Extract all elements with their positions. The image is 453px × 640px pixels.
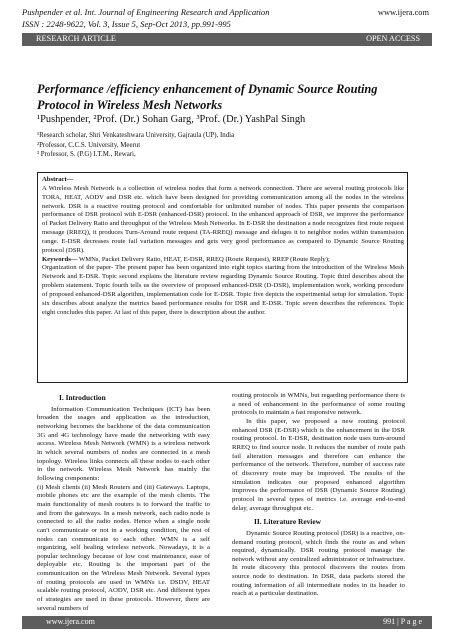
intro-paragraph-1: Information Communication Techniques (ICT) has been broaden the usages and application as the introduction, networking becomes the backbone of the data communication 3G and 4G technology have made the networking with easy access. Wireless Mesh Network (WMN) is a wireless network in which several numbers of nodes are connected in a mesh topology. Wireless links connects all these nodes to each other in the network. Wireless Mesh Network has mainly the following components:: [37, 405, 210, 482]
running-header: [22, 7, 352, 30]
abstract-text: A Wireless Mesh Network is a collection of wireless nodes that form a network connection. There are several routing protocols like TORA, HEAT, AODV and DSR etc. which have been designed for providing communication among all the nodes in the wireless network. DSR is a reactive routing protocol and comfortable for unlimited number of nodes. This paper presents the comparison performance of DSR protocol with E-DSR (enhanced-DSR) protocol. In the enhanced approach of DSR, we improve the performance of Packet Delivery Ratio and throughput of the Wireless Mesh Networks. In E-DSR the destination a node recognizes first route request message (RREQ), it produces Turn-Around route request (TA-RREQ) message and deluges it to neighbor nodes within transmission range. E-DSR decreases route fail variation messages and gets very good performance as compared to Dynamic Source Routing protocol (DSR).: [42, 184, 404, 254]
abstract-box: [37, 172, 408, 383]
affiliation-2: ²Professor, C.C.S. University, Meerut: [37, 141, 141, 149]
intro-paragraph-3: routing protocols in WMNs, but regarding performance there is a need of enhancement in the performance of some routing protocols to maintain a fast responsive network.: [232, 392, 405, 417]
abstract-heading: Abstract—: [42, 176, 74, 183]
affiliation-3: ³ Professor, S. (P.G) I.T.M., Rewari,: [37, 151, 136, 159]
article-banner: [22, 33, 432, 46]
section-introduction-heading: I. Introduction: [59, 393, 106, 402]
right-column: [232, 392, 405, 599]
footer-website-link[interactable]: www.ijera.com: [46, 617, 95, 626]
section-literature-heading: II. Literature Review: [254, 517, 321, 527]
affiliations: [37, 131, 397, 160]
intro-paragraph-4: In this paper, we proposed a new routing protocol enhanced DSR (E-DSR) which is the enhancement in the DSR routing protocol. In E-DSR, destination node uses turn-around RREQ to find source node. It reduces the number of route path fail alteration messages and therefore can enhance the performance of the network. Therefore, number of success rate of discovery route may be improved. The results of the simulation indicates our proposed enhanced algorithm improves the performance of DSR (Dynamic Source Routing) protocol in several types of metrics i.e. average end-to-end delay, average throughput etc.: [232, 417, 405, 512]
organization-text: Organization of the paper- The present paper has been organized into eight topics starting from the introduction of the Wireless Mesh Network and E-DSR. Topic second explains the literature review regarding Dynamic Source Routing. Topic third describes about the problem statement. Topic fourth tells us the overview of proposed enhanced-DSR (D-DSR), implementation work, working procedure of proposed enhanced-DSR algorithm, implementation code for E-DSR. Topic five depicts the experimental setup for simulation. Topic six describes about analyze the metrics based performance results for DSR and E-DSR. Topic seven describes the references. Topic eight concludes this paper. At last of this paper, there is description about the author.: [42, 264, 404, 316]
author-list: ¹Pushpender, ²Prof. (Dr.) Sohan Garg, ³Prof. (Dr.) YashPal Singh: [37, 114, 306, 125]
paper-title: Performance /efficiency enhancement of Dynamic Source Routing Protocol in Wireless Mesh Networks: [37, 82, 378, 112]
left-column: [37, 392, 210, 613]
keywords-line: [42, 256, 404, 265]
research-article-label: RESEARCH ARTICLE: [36, 34, 117, 43]
keywords-text: WMNs, Packet Delivery Ratio, HEAT, E-DSR, RREQ (Route Request), RREP (Route Reply);: [77, 255, 330, 263]
keywords-label: Keywords—: [42, 255, 78, 263]
literature-paragraph-1: Dynamic Source Routing protocol (DSR) is a reactive, on-demand routing protocol, which finds the route as and when required, dynamically. DSR routing protocol manage the network without any centralized administrator or infrastructure. In route discovery this protocol discovers the routes from source node to destination. In DSR, data packets stored the routing information of all intermediate nodes in its header to reach at a particular destination.: [232, 529, 405, 598]
intro-paragraph-2: (i) Mesh clients (ii) Mesh Routers and (iii) Gateways. Laptops, mobile phones etc are the example of the mesh clients. The main functionality of mesh routers is to forward the traffic to and from the gateways. In a mesh network, each radio node is connected to all the radio nodes. Hence when a single node can't communicate or not in a working condition, the rest of nodes can communicate to each other. WMN is a self organizing, self healing wireless network. Nowadays, it is a popular technology because of low cost maintenance, ease of deployable etc. Routing is the important part of the communication on the Wireless Mesh Network. Several types of routing protocols are used in WMNs i.e. DSDV, HEAT scalable routing protocol, AODV, DSR etc. And different types of strategies are used in these protocols. However, there are several numbers of: [37, 483, 210, 612]
journal-name: Pushpender et al. Int. Journal of Engineering Research and Application: [22, 7, 270, 17]
issn-line: ISSN : 2248-9622, Vol. 3, Issue 5, Sep-Oct 2013, pp.991-995: [22, 18, 231, 29]
page-footer: [22, 616, 432, 629]
affiliation-1: ¹Research scholar, Shri Venkateshwara University, Gajraula (UP), India: [37, 132, 235, 139]
header-website-link[interactable]: www.ijera.com: [377, 8, 429, 17]
open-access-label: OPEN ACCESS: [366, 34, 420, 43]
abstract-body: [42, 176, 404, 318]
page-number: 991 | P a g e: [383, 617, 422, 626]
